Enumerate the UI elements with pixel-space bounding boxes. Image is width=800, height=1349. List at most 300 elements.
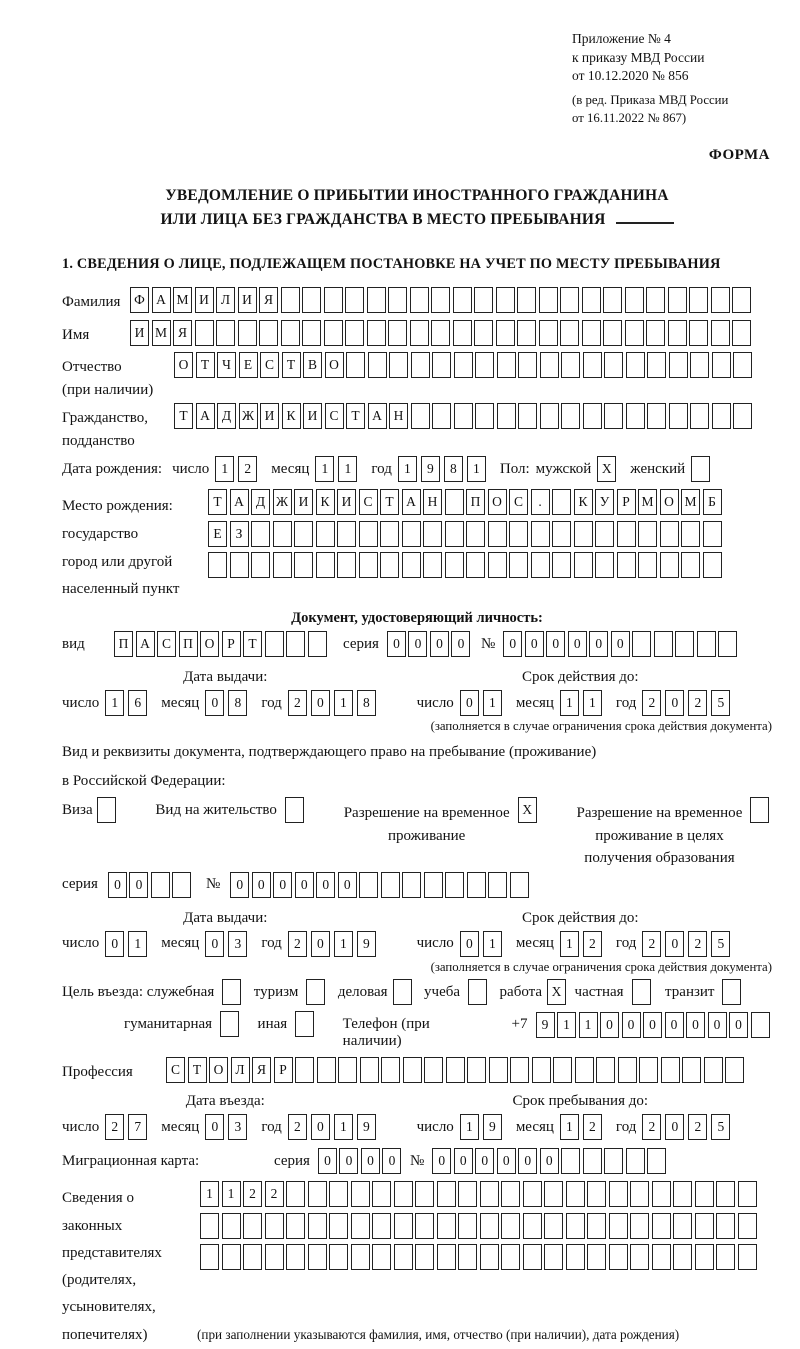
char-cell xyxy=(359,552,378,578)
char-cell: 0 xyxy=(230,872,249,898)
char-cell xyxy=(716,1244,735,1270)
char-cell: 1 xyxy=(315,456,334,482)
char-cell xyxy=(238,320,257,346)
char-cell: К xyxy=(574,489,593,515)
char-cell: 9 xyxy=(421,456,440,482)
char-cell: 1 xyxy=(460,1114,479,1140)
char-cell xyxy=(329,1181,348,1207)
char-cell: 0 xyxy=(546,631,565,657)
purpose-private-checkbox[interactable] xyxy=(632,979,654,1005)
char-cell: И xyxy=(337,489,356,515)
purpose-official-label: служебная xyxy=(146,983,215,1000)
char-cell xyxy=(367,287,386,313)
stay-until-month-field[interactable] xyxy=(560,1114,606,1140)
char-cell: 0 xyxy=(451,631,470,657)
char-cell xyxy=(466,552,485,578)
purpose-study-checkbox[interactable] xyxy=(468,979,490,1005)
char-cell: 0 xyxy=(205,1114,224,1140)
char-cell: 1 xyxy=(334,1114,353,1140)
char-cell: 0 xyxy=(339,1148,358,1174)
char-cell xyxy=(380,521,399,547)
char-cell xyxy=(308,631,327,657)
char-cell xyxy=(273,521,292,547)
char-cell xyxy=(582,287,601,313)
char-cell xyxy=(446,1057,465,1083)
purpose-tourism-label: туризм xyxy=(253,983,299,1000)
doc-issue-month-field[interactable] xyxy=(205,690,251,716)
char-cell xyxy=(445,552,464,578)
char-cell xyxy=(661,1057,680,1083)
char-cell xyxy=(681,552,700,578)
char-cell xyxy=(711,287,730,313)
char-cell xyxy=(468,979,487,1005)
citizenship-field[interactable] xyxy=(174,403,755,429)
char-cell: А xyxy=(230,489,249,515)
stay-valid-month-field[interactable] xyxy=(560,931,606,957)
patronymic-label: Отчество (при наличии) xyxy=(62,359,154,398)
char-cell xyxy=(604,1148,623,1174)
char-cell: 2 xyxy=(688,931,707,957)
form-title-line2: ИЛИ ЛИЦА БЕЗ ГРАЖДАНСТВА В МЕСТО ПРЕБЫВАНИЯ xyxy=(62,208,772,232)
char-cell: С xyxy=(260,352,279,378)
char-cell xyxy=(480,1181,499,1207)
char-cell xyxy=(695,1181,714,1207)
char-cell: В xyxy=(303,352,322,378)
char-cell xyxy=(372,1244,391,1270)
visa-checkbox[interactable] xyxy=(97,797,119,823)
char-cell xyxy=(359,872,378,898)
char-cell: Ж xyxy=(239,403,258,429)
char-cell xyxy=(345,320,364,346)
char-cell: 7 xyxy=(128,1114,147,1140)
char-cell xyxy=(583,403,602,429)
migration-number-label: № xyxy=(409,1152,425,1169)
char-cell: 2 xyxy=(288,1114,307,1140)
migration-card-label: Миграционная карта: xyxy=(62,1152,200,1169)
char-cell xyxy=(718,631,737,657)
doc-valid-year-field[interactable] xyxy=(642,690,734,716)
purpose-humanitarian-checkbox[interactable] xyxy=(220,1011,242,1037)
char-cell xyxy=(402,552,421,578)
char-cell: 2 xyxy=(642,1114,661,1140)
char-cell: 1 xyxy=(560,931,579,957)
purpose-work-option xyxy=(500,979,569,1005)
char-cell: 3 xyxy=(228,1114,247,1140)
char-cell: 0 xyxy=(311,1114,330,1140)
birth-place-line2-field[interactable] xyxy=(208,521,724,547)
char-cell: . xyxy=(531,489,550,515)
birth-place-line3-field[interactable] xyxy=(208,552,724,578)
char-cell xyxy=(647,403,666,429)
char-cell: А xyxy=(152,287,171,313)
stay-until-year-field[interactable] xyxy=(642,1114,734,1140)
char-cell xyxy=(388,287,407,313)
stay-valid-day-field[interactable] xyxy=(460,931,506,957)
char-cell: И xyxy=(130,320,149,346)
char-cell xyxy=(510,872,529,898)
char-cell xyxy=(575,1057,594,1083)
section1-heading: 1. СВЕДЕНИЯ О ЛИЦЕ, ПОДЛЕЖАЩЕМ ПОСТАНОВКЕ НА УЧЕТ ПО МЕСТУ ПРЕБЫВАНИЯ xyxy=(62,256,721,273)
char-cell: 0 xyxy=(589,631,608,657)
char-cell: 2 xyxy=(583,931,602,957)
char-cell xyxy=(738,1181,757,1207)
char-cell xyxy=(697,631,716,657)
char-cell xyxy=(704,1057,723,1083)
char-cell xyxy=(437,1213,456,1239)
char-cell: 1 xyxy=(222,1181,241,1207)
char-cell xyxy=(561,403,580,429)
char-cell xyxy=(172,872,191,898)
char-cell: 1 xyxy=(579,1012,598,1038)
entry-dates: Дата въезда: число 2 7 месяц 0 3 год 2 0 1 9 Срок пребывания до: число 1 9 месяц 1 2 год 2 0 2 5 xyxy=(62,1093,772,1140)
doc-series-field[interactable] xyxy=(387,631,473,657)
char-cell xyxy=(539,287,558,313)
char-cell xyxy=(489,1057,508,1083)
char-cell: С xyxy=(325,403,344,429)
char-cell xyxy=(230,552,249,578)
surname-field[interactable] xyxy=(130,287,754,313)
char-cell: И xyxy=(294,489,313,515)
char-cell xyxy=(474,320,493,346)
purpose-other-checkbox[interactable] xyxy=(295,1011,317,1037)
char-cell xyxy=(281,320,300,346)
char-cell xyxy=(216,320,235,346)
char-cell xyxy=(475,352,494,378)
char-cell xyxy=(388,320,407,346)
char-cell xyxy=(517,287,536,313)
char-cell: 2 xyxy=(243,1181,262,1207)
char-cell xyxy=(329,1213,348,1239)
char-cell xyxy=(368,352,387,378)
char-cell: 0 xyxy=(454,1148,473,1174)
char-cell xyxy=(681,521,700,547)
char-cell xyxy=(423,521,442,547)
char-cell: О xyxy=(325,352,344,378)
given-name-field[interactable] xyxy=(130,320,754,346)
char-cell xyxy=(351,1244,370,1270)
char-cell xyxy=(394,1213,413,1239)
char-cell: 0 xyxy=(430,631,449,657)
forma-label: ФОРМА xyxy=(708,147,770,164)
char-cell xyxy=(351,1213,370,1239)
char-cell xyxy=(329,1244,348,1270)
char-cell: Т xyxy=(282,352,301,378)
char-cell: 0 xyxy=(611,631,630,657)
char-cell xyxy=(410,287,429,313)
char-cell xyxy=(689,320,708,346)
char-cell: О xyxy=(200,631,219,657)
birth-place-fields xyxy=(208,489,772,584)
char-cell xyxy=(497,403,516,429)
char-cell xyxy=(725,1057,744,1083)
char-cell: А xyxy=(368,403,387,429)
purpose-private-option xyxy=(575,979,654,1005)
char-cell xyxy=(389,352,408,378)
sex-male-label: мужской xyxy=(535,460,592,477)
purpose-private-label: частная xyxy=(574,983,624,1000)
char-cell: 8 xyxy=(357,690,376,716)
migration-series-field[interactable] xyxy=(318,1148,404,1174)
char-cell: 2 xyxy=(583,1114,602,1140)
birth-place-line1-field[interactable] xyxy=(208,489,724,515)
purpose-business-checkbox[interactable] xyxy=(393,979,415,1005)
purpose-transit-checkbox[interactable] xyxy=(722,979,744,1005)
char-cell: 1 xyxy=(398,456,417,482)
char-cell xyxy=(630,1181,649,1207)
char-cell xyxy=(668,320,687,346)
char-cell xyxy=(251,521,270,547)
representatives-label: Сведения о законных представителях (родителях, усыновителях, попечителях) xyxy=(62,1190,162,1343)
doc-valid-month-field[interactable] xyxy=(560,690,606,716)
char-cell xyxy=(367,320,386,346)
char-cell: Я xyxy=(252,1057,271,1083)
char-cell xyxy=(458,1213,477,1239)
entry-date-head: Дата въезда: xyxy=(185,1093,265,1110)
valid-until-head: Срок действия до: xyxy=(521,669,639,686)
char-cell xyxy=(295,1011,314,1037)
char-cell: 1 xyxy=(200,1181,219,1207)
char-cell xyxy=(454,352,473,378)
entry-month-field[interactable] xyxy=(205,1114,251,1140)
char-cell xyxy=(647,1148,666,1174)
appendix-line: к приказу МВД России xyxy=(572,49,705,65)
char-cell: Н xyxy=(389,403,408,429)
purpose-business-option xyxy=(338,979,414,1005)
char-cell xyxy=(501,1213,520,1239)
char-cell xyxy=(596,1057,615,1083)
char-cell: У xyxy=(595,489,614,515)
char-cell xyxy=(738,1244,757,1270)
char-cell xyxy=(652,1244,671,1270)
char-cell: Т xyxy=(346,403,365,429)
char-cell xyxy=(285,797,304,823)
char-cell: 1 xyxy=(334,690,353,716)
char-cell xyxy=(222,1244,241,1270)
char-cell xyxy=(411,352,430,378)
char-cell: 2 xyxy=(238,456,257,482)
char-cell xyxy=(454,403,473,429)
char-cell: Л xyxy=(216,287,235,313)
purpose-study-label: учеба xyxy=(424,983,461,1000)
char-cell xyxy=(574,552,593,578)
char-cell xyxy=(372,1213,391,1239)
char-cell xyxy=(273,552,292,578)
purpose-work-checkbox[interactable] xyxy=(547,979,569,1005)
char-cell xyxy=(488,521,507,547)
char-cell xyxy=(646,287,665,313)
char-cell: 0 xyxy=(665,931,684,957)
char-cell: А xyxy=(196,403,215,429)
char-cell xyxy=(474,287,493,313)
char-cell xyxy=(630,1213,649,1239)
char-cell xyxy=(195,320,214,346)
representatives-line3-field[interactable] xyxy=(200,1244,759,1270)
char-cell xyxy=(561,1148,580,1174)
char-cell xyxy=(561,352,580,378)
char-cell xyxy=(394,1181,413,1207)
char-cell: Т xyxy=(208,489,227,515)
char-cell xyxy=(208,552,227,578)
patronymic-field[interactable] xyxy=(174,352,755,378)
char-cell: М xyxy=(638,489,657,515)
char-cell: 1 xyxy=(334,931,353,957)
char-cell: О xyxy=(209,1057,228,1083)
stay-issue-year-field[interactable] xyxy=(288,931,380,957)
char-cell: Д xyxy=(251,489,270,515)
char-cell xyxy=(265,1244,284,1270)
char-cell xyxy=(654,631,673,657)
char-cell xyxy=(359,521,378,547)
doc-issue-day-field[interactable] xyxy=(105,690,151,716)
doc-issue-year-field[interactable] xyxy=(288,690,380,716)
stay-valid-year-field[interactable] xyxy=(642,931,734,957)
char-cell xyxy=(411,403,430,429)
char-cell xyxy=(243,1213,262,1239)
char-cell: 9 xyxy=(536,1012,555,1038)
char-cell xyxy=(432,352,451,378)
char-cell: К xyxy=(282,403,301,429)
char-cell: 2 xyxy=(688,1114,707,1140)
char-cell xyxy=(625,320,644,346)
entry-day-field[interactable] xyxy=(105,1114,151,1140)
char-cell xyxy=(603,320,622,346)
entry-year-field[interactable] xyxy=(288,1114,380,1140)
char-cell xyxy=(668,287,687,313)
profession-field[interactable] xyxy=(166,1057,747,1083)
phone-field[interactable] xyxy=(536,1012,773,1038)
char-cell: 0 xyxy=(273,872,292,898)
char-cell xyxy=(501,1181,520,1207)
char-cell xyxy=(453,320,472,346)
stay-number-label: № xyxy=(205,876,221,893)
birth-month-field[interactable] xyxy=(315,456,361,482)
char-cell xyxy=(732,287,751,313)
char-cell xyxy=(691,456,710,482)
stay-number-field[interactable] xyxy=(230,872,531,898)
char-cell xyxy=(632,979,651,1005)
char-cell xyxy=(466,521,485,547)
char-cell xyxy=(324,287,343,313)
migration-number-field[interactable] xyxy=(432,1148,669,1174)
char-cell xyxy=(566,1181,585,1207)
char-cell: 0 xyxy=(408,631,427,657)
char-cell xyxy=(712,403,731,429)
char-cell: 1 xyxy=(557,1012,576,1038)
char-cell xyxy=(595,521,614,547)
doc-kind-field[interactable] xyxy=(114,631,329,657)
char-cell xyxy=(638,552,657,578)
char-cell xyxy=(381,872,400,898)
sex-male-checkbox[interactable] xyxy=(597,456,620,482)
purpose-study-option xyxy=(424,979,490,1005)
char-cell xyxy=(509,552,528,578)
char-cell xyxy=(222,1213,241,1239)
char-cell xyxy=(308,1213,327,1239)
stay-series-field[interactable] xyxy=(108,872,194,898)
char-cell xyxy=(259,320,278,346)
char-cell: X xyxy=(518,797,537,823)
char-cell xyxy=(510,1057,529,1083)
char-cell xyxy=(604,352,623,378)
char-cell xyxy=(381,1057,400,1083)
doc-valid-day-field[interactable] xyxy=(460,690,506,716)
stay-until-head: Срок пребывания до: xyxy=(512,1093,649,1110)
temp-residence-edu-checkbox[interactable] xyxy=(750,797,772,823)
stay-issue-day-field[interactable] xyxy=(105,931,151,957)
char-cell xyxy=(431,320,450,346)
char-cell: 0 xyxy=(460,690,479,716)
doc-number-field[interactable] xyxy=(503,631,740,657)
char-cell: И xyxy=(303,403,322,429)
char-cell xyxy=(294,521,313,547)
temp-residence-option xyxy=(344,797,539,847)
char-cell: 5 xyxy=(711,690,730,716)
char-cell xyxy=(265,631,284,657)
char-cell xyxy=(626,1148,645,1174)
char-cell: 0 xyxy=(108,872,127,898)
char-cell xyxy=(415,1244,434,1270)
char-cell xyxy=(518,352,537,378)
char-cell xyxy=(566,1213,585,1239)
purpose-tourism-checkbox[interactable] xyxy=(306,979,328,1005)
char-cell: К xyxy=(316,489,335,515)
birth-day-field[interactable] xyxy=(215,456,261,482)
char-cell xyxy=(488,552,507,578)
char-cell xyxy=(626,403,645,429)
char-cell: М xyxy=(681,489,700,515)
doc-series-label: серия xyxy=(343,635,379,652)
temp-residence-checkbox[interactable] xyxy=(518,797,540,823)
char-cell xyxy=(294,552,313,578)
birth-year-field[interactable] xyxy=(398,456,490,482)
char-cell xyxy=(625,287,644,313)
representatives-line1-field[interactable] xyxy=(200,1181,759,1207)
char-cell: П xyxy=(179,631,198,657)
char-cell: И xyxy=(260,403,279,429)
char-cell: 0 xyxy=(568,631,587,657)
char-cell: О xyxy=(174,352,193,378)
representatives-line2-field[interactable] xyxy=(200,1213,759,1239)
char-cell xyxy=(286,631,305,657)
char-cell xyxy=(618,1057,637,1083)
char-cell: 2 xyxy=(265,1181,284,1207)
char-cell xyxy=(345,287,364,313)
char-cell: Е xyxy=(239,352,258,378)
char-cell xyxy=(669,352,688,378)
sex-female-checkbox[interactable] xyxy=(691,456,714,482)
char-cell: Л xyxy=(231,1057,250,1083)
char-cell xyxy=(475,403,494,429)
visa-option xyxy=(62,797,118,823)
char-cell xyxy=(445,521,464,547)
stay-until-day-field[interactable] xyxy=(460,1114,506,1140)
char-cell xyxy=(265,1213,284,1239)
purpose-official-checkbox[interactable] xyxy=(222,979,244,1005)
char-cell: 0 xyxy=(518,1148,537,1174)
char-cell: Б xyxy=(703,489,722,515)
char-cell xyxy=(403,1057,422,1083)
char-cell: С xyxy=(166,1057,185,1083)
residence-permit-checkbox[interactable] xyxy=(285,797,307,823)
char-cell: 5 xyxy=(711,931,730,957)
doc-kind-label: вид xyxy=(62,635,85,652)
char-cell: 0 xyxy=(708,1012,727,1038)
char-cell: 0 xyxy=(665,1114,684,1140)
char-cell: 8 xyxy=(444,456,463,482)
char-cell xyxy=(669,403,688,429)
char-cell xyxy=(539,320,558,346)
stay-issue-month-field[interactable] xyxy=(205,931,251,957)
